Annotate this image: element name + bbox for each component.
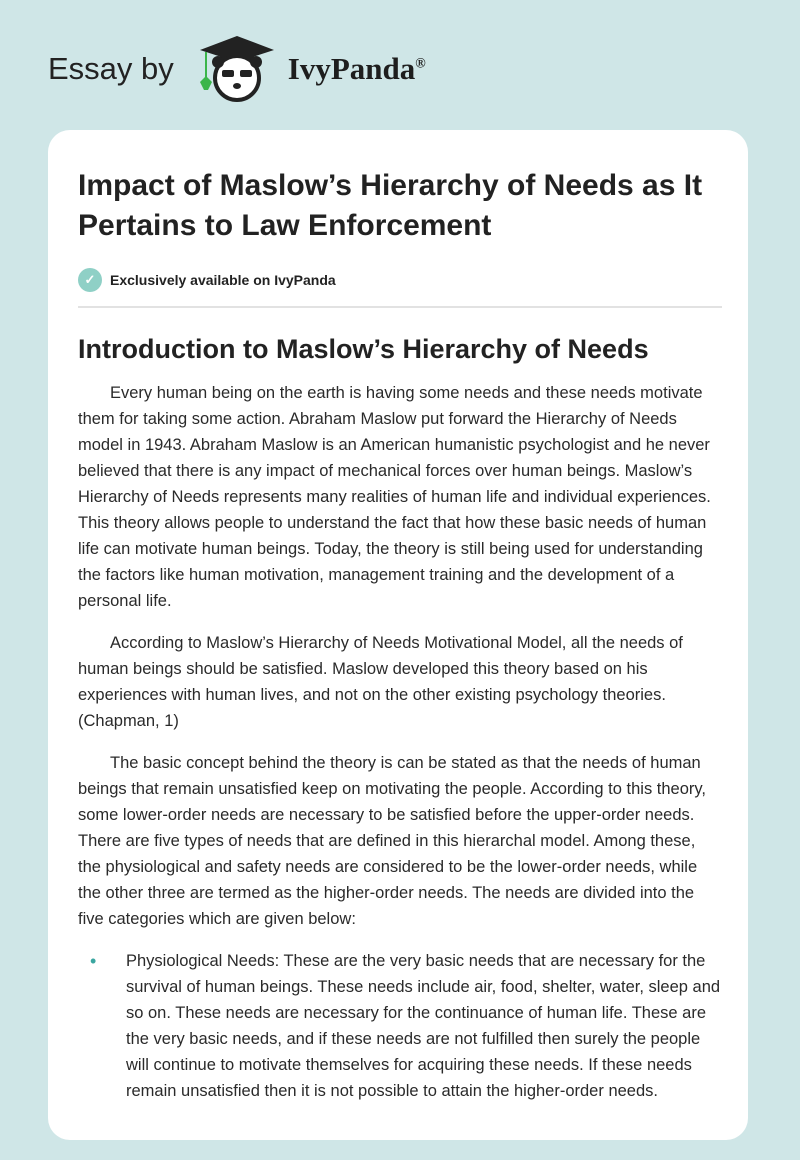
- bullet-icon: •: [90, 951, 97, 971]
- section-heading: Introduction to Maslow’s Hierarchy of Needs: [78, 334, 649, 364]
- panda-logo-icon: [194, 34, 280, 104]
- paragraph: The basic concept behind the theory is can be stated as that the needs of human beings that remain unsatisfied keep on motivating the people. According to this theory, some lower-order needs are necessary to be satisfied before the upper-order needs. There are five types of needs that are defined in this hierarchal model. Among these, the physiological and safety needs are considered to be the lower-order needs, while the other three are termed as the higher-order needs. The needs are divided into the five categories which are given below:: [78, 754, 706, 928]
- exclusive-badge: [78, 268, 722, 292]
- essay-title: Impact of Maslow’s Hierarchy of Needs as It Pertains to Law Enforcement: [78, 169, 703, 242]
- paragraph: According to Maslow’s Hierarchy of Needs Motivational Model, all the needs of human beings should be satisfied. Maslow developed this theory based on his experiences with human lives, and not on the other existing psychology theories. (Chapman, 1): [78, 634, 683, 730]
- essay-by-label: Essay by: [48, 51, 174, 86]
- exclusive-label: Exclusively available on IvyPanda: [110, 272, 336, 288]
- list-item: [90, 948, 722, 1104]
- paragraph: Every human being on the earth is having some needs and these needs motivate them for taking some action. Abraham Maslow put forward the Hierarchy of Needs model in 1943. Abraham Maslow is an American humanistic psychologist and he never believed that there is any impact of mechanical forces over human beings. Maslow’s Hierarchy of Needs represents many realities of human life and individual experiences. This theory allows people to understand the fact that how these basic needs of human life can motivate human beings. Today, the theory is still being used for understanding the factors like human motivation, management training and the development of a personal life.: [78, 384, 711, 610]
- list-item-text: Physiological Needs: These are the very basic needs that are necessary for the survival of human beings. These needs include air, food, shelter, water, sleep and so on. These needs are necessary for the continuance of human life. These are the very basic needs, and if these needs are not fulfilled then surely the people will continue to motivate themselves for acquiring these needs. If these needs remain unsatisfied then it is not possible to attain the higher-order needs.: [126, 952, 721, 1100]
- check-icon: ✓: [78, 268, 102, 292]
- site-header: [48, 34, 426, 104]
- brand-name: IvyPanda®: [287, 51, 426, 86]
- essay-card: [48, 130, 748, 1140]
- divider: [78, 306, 722, 308]
- needs-list: [78, 948, 722, 1104]
